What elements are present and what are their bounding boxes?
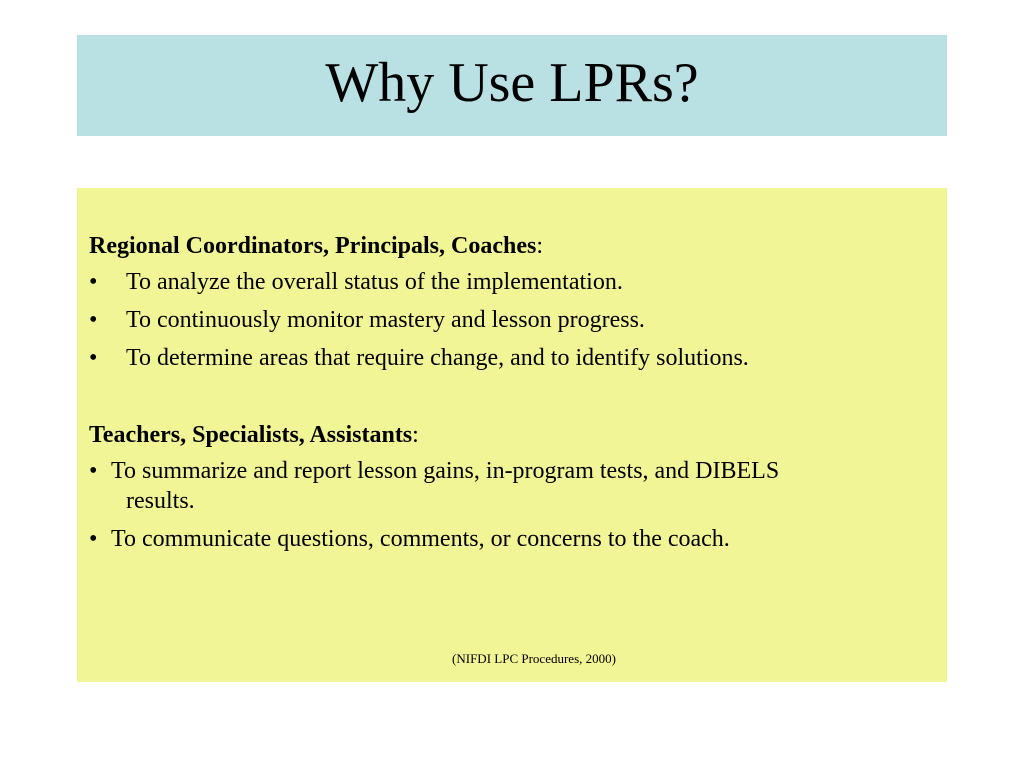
list-item-text: To determine areas that require change, and to identify solutions. [126,345,749,371]
section-heading-text: Teachers, Specialists, Assistants [89,422,413,448]
bullet-icon: • [89,307,98,333]
citation: (NIFDI LPC Procedures, 2000) [452,651,616,666]
list-item-text: To analyze the overall status of the implementation. [126,269,623,295]
list-item-text: To summarize and report lesson gains, in-program tests, and DIBELS [111,458,780,484]
bullet-icon: • [89,345,98,371]
section-heading-colon: : [536,233,543,259]
list-item-text: To continuously monitor mastery and lesson progress. [126,307,645,333]
section-heading-administrators [89,232,543,260]
bullet-icon: • [89,526,98,552]
section-heading-text: Regional Coordinators, Principals, Coaches [89,233,537,259]
section-heading-teachers [89,421,419,449]
list-item-text-continuation: results. [126,488,195,514]
list-item-text: To communicate questions, comments, or concerns to the coach. [111,526,730,552]
section-heading-colon: : [412,422,419,448]
title-banner [77,35,947,136]
bullet-icon: • [89,269,98,295]
slide-title: Why Use LPRs? [325,51,699,114]
content-panel [77,188,947,682]
bullet-icon: • [89,458,98,484]
